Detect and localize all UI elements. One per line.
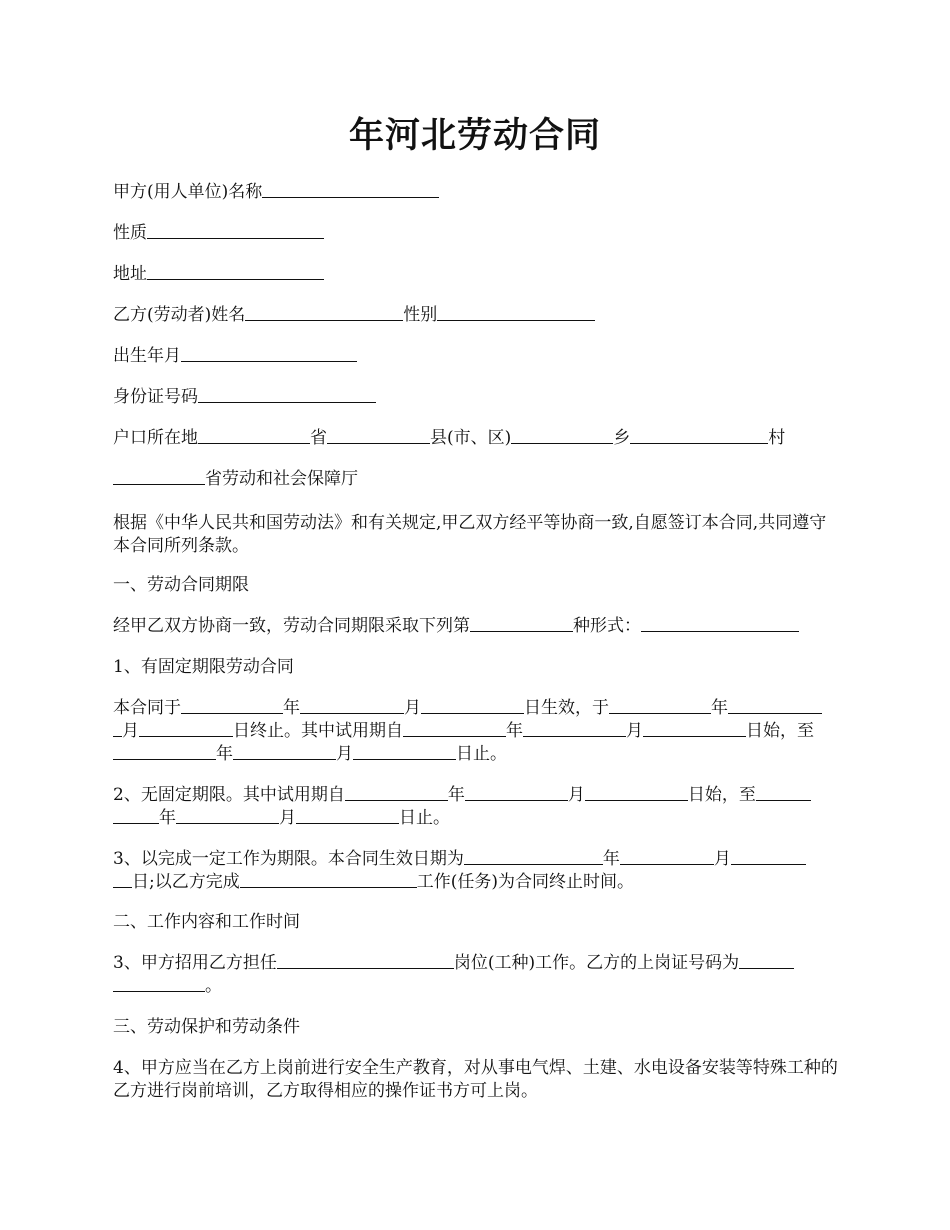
fixed-year3-label: 年 [506,721,523,741]
residence-label: 户口所在地 [113,428,198,448]
task-effective-month-blank[interactable] [620,848,714,865]
fixed-end-text: 日终止。其中试用期自 [233,721,403,741]
trial-end-month-blank[interactable] [233,743,336,760]
birth-line [113,345,841,368]
trial-start-year-blank[interactable] [403,720,506,737]
open-term-text: 2、无固定期限。其中试用期自 [113,785,345,805]
fixed-month2-label: 月 [122,721,139,741]
fixed-term-line-3 [113,743,841,766]
village-blank[interactable] [630,427,768,444]
fixed-month-label: 月 [404,698,421,718]
open-term-line-1 [113,784,841,807]
fixed-year2-label: 年 [711,698,728,718]
term-form-number-blank[interactable] [470,615,573,632]
fixed-year-label: 年 [283,698,300,718]
open-trial-end-month-blank[interactable] [176,807,279,824]
open-trial-end-year-blank-b[interactable] [113,807,159,824]
trial-start-month-blank[interactable] [523,720,626,737]
task-year-label: 年 [602,849,620,869]
task-end-text: 工作(任务)为合同终止时间。 [416,872,634,892]
gender-blank[interactable] [437,304,595,321]
task-effective-day-blank-b[interactable] [113,871,132,888]
task-work-blank[interactable] [240,871,417,888]
fixed-term-line-1 [113,697,841,720]
term-form-blank[interactable] [641,615,799,632]
employee-name-blank[interactable] [245,304,403,321]
issuer-label: 省劳动和社会保障厅 [205,469,358,489]
fixed-end-month-blank-b[interactable] [113,720,122,737]
item-fixed-term: 1、有固定期限劳动合同 [113,657,294,677]
trial-end-year-blank[interactable] [113,743,216,760]
job-cert-text: 岗位(工种)工作。乙方的上岗证号码为 [453,953,740,973]
issuer-province-blank[interactable] [113,468,205,485]
task-term-text: 3、以完成一定工作为期限。本合同生效日期为 [113,849,464,869]
safety-paragraph: 4、甲方应当在乙方上岗前进行安全生产教育，对从事电气焊、土建、水电设备安装等特殊工种的乙方进行岗前培训，乙方取得相应的操作证书方可上岗。 [113,1058,838,1101]
open-stop-text: 日止。 [399,808,450,828]
open-year2-label: 年 [159,808,176,828]
county-label: 县(市、区) [430,428,512,448]
job-line-2 [113,975,841,998]
open-trial-start-day-blank[interactable] [585,784,688,801]
task-term-line-2 [113,871,841,894]
id-number-line [113,386,841,409]
task-month-label: 月 [713,849,731,869]
fixed-start-year-blank[interactable] [181,697,283,714]
open-start-text: 日始，至 [687,785,756,805]
nature-label: 性质 [113,223,147,243]
employer-name-label: 甲方(用人单位)名称 [113,182,263,202]
province-label: 省 [310,428,327,448]
trial-end-day-blank[interactable] [353,743,456,760]
county-blank[interactable] [327,427,430,444]
employer-name-line [113,181,841,204]
township-label: 乡 [613,428,631,448]
job-end-text: 。 [205,976,222,996]
task-effective-year-blank[interactable] [464,848,603,865]
fixed-stop-text: 日止。 [456,744,507,764]
fixed-start-text: 日始，至 [746,721,814,741]
section-heading-work: 二、工作内容和工作时间 [113,912,300,932]
township-blank[interactable] [511,427,613,444]
issuer-line [113,468,841,491]
employee-name-label: 乙方(劳动者)姓名 [113,305,246,325]
open-year-label: 年 [447,785,465,805]
fixed-term-text: 本合同于 [113,698,181,718]
open-trial-start-year-blank[interactable] [345,784,448,801]
id-number-blank[interactable] [198,386,376,403]
intro-paragraph: 根据《中华人民共和国劳动法》和有关规定,甲乙双方经平等协商一致,自愿签订本合同,共同遵守本合同所列条款。 [113,513,827,556]
job-line-1 [113,952,841,975]
address-label: 地址 [113,264,147,284]
fixed-year4-label: 年 [216,744,233,764]
village-label: 村 [768,428,786,448]
fixed-term-line-2 [113,720,841,743]
birth-label: 出生年月 [113,346,181,366]
open-month-label: 月 [567,785,585,805]
birth-blank[interactable] [181,345,357,362]
fixed-month3-label: 月 [626,721,643,741]
task-day-text: 日;以乙方完成 [132,872,240,892]
gender-label: 性别 [403,305,438,325]
section-heading-protection: 三、劳动保护和劳动条件 [113,1017,300,1037]
job-cert-blank-b[interactable] [113,975,205,992]
open-trial-end-day-blank[interactable] [296,807,399,824]
fixed-effective-text: 日生效，于 [524,698,609,718]
page-title: 年河北劳动合同 [348,115,601,156]
province-blank[interactable] [198,427,310,444]
trial-start-day-blank[interactable] [643,720,746,737]
fixed-end-day-blank[interactable] [139,720,233,737]
task-effective-day-blank-a[interactable] [731,848,806,865]
residence-line [113,427,841,450]
job-text: 3、甲方招用乙方担任 [113,953,277,973]
term-form-text: 经甲乙双方协商一致，劳动合同期限采取下列第 [113,616,470,636]
fixed-end-year-blank[interactable] [609,697,711,714]
open-trial-end-year-blank-a[interactable] [756,784,811,801]
id-number-label: 身份证号码 [113,387,198,407]
fixed-start-day-blank[interactable] [421,697,524,714]
employer-name-blank[interactable] [262,181,439,198]
task-term-line-1 [113,848,841,871]
open-trial-start-month-blank[interactable] [465,784,568,801]
job-position-blank[interactable] [277,952,454,969]
open-month2-label: 月 [279,808,296,828]
term-form-line [113,615,841,638]
nature-line [113,222,841,245]
open-term-line-2 [113,807,841,830]
nature-blank[interactable] [147,222,324,239]
term-form-suffix: 种形式： [573,616,641,636]
employee-name-line [113,304,841,327]
address-blank[interactable] [147,263,324,280]
address-line [113,263,841,286]
fixed-month4-label: 月 [336,744,353,764]
job-cert-blank-a[interactable] [739,952,794,969]
section-heading-term: 一、劳动合同期限 [113,575,249,595]
fixed-start-month-blank[interactable] [300,697,404,714]
fixed-end-month-blank-a[interactable] [728,697,822,714]
